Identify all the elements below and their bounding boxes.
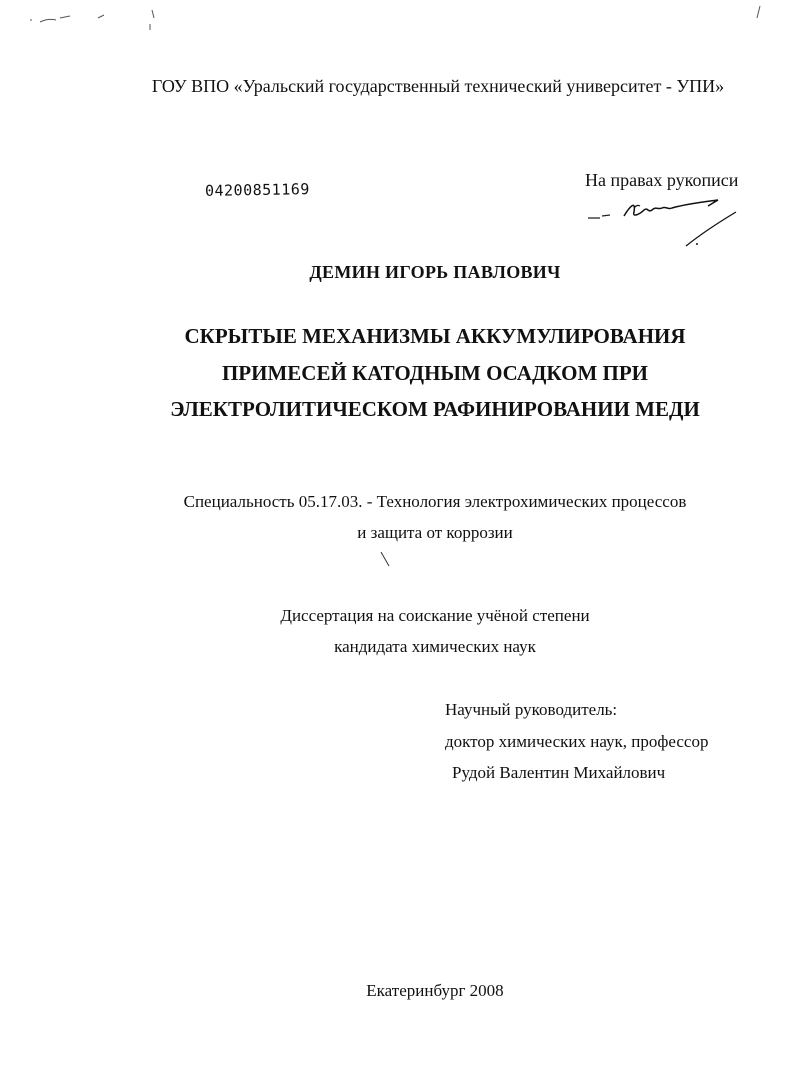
scan-marks	[0, 0, 796, 40]
advisor-degree: доктор химических наук, профессор	[445, 732, 709, 751]
dissertation-line-1: Диссертация на соискание учёной степени	[280, 606, 590, 625]
title-line-2: ПРИМЕСЕЙ КАТОДНЫМ ОСАДКОМ ПРИ	[221, 361, 649, 385]
institution-name: ГОУ ВПО «Уральский государственный технический университет - УПИ»	[151, 76, 725, 96]
title-line-1: СКРЫТЫЕ МЕХАНИЗМЫ АККУМУЛИРОВАНИЯ	[184, 324, 686, 348]
dissertation-line-2: кандидата химических наук	[334, 637, 536, 656]
document-number: 04200851169	[204, 180, 310, 200]
specialty-line-2: и защита от коррозии	[357, 523, 513, 542]
title-line-3: ЭЛЕКТРОЛИТИЧЕСКОМ РАФИНИРОВАНИИ МЕДИ	[170, 397, 700, 421]
specialty-line-1: Специальность 05.17.03. - Технология электрохимических процессов	[183, 492, 687, 511]
advisor-label: Научный руководитель:	[445, 700, 618, 719]
scan-mark	[378, 550, 392, 570]
author-name: ДЕМИН ИГОРЬ ПАВЛОВИЧ	[309, 262, 561, 282]
city-year: Екатеринбург 2008	[366, 981, 504, 1000]
advisor-name: Рудой Валентин Михайлович	[452, 763, 666, 782]
signature-image	[586, 196, 766, 252]
rights-note: На правах рукописи	[585, 170, 739, 190]
